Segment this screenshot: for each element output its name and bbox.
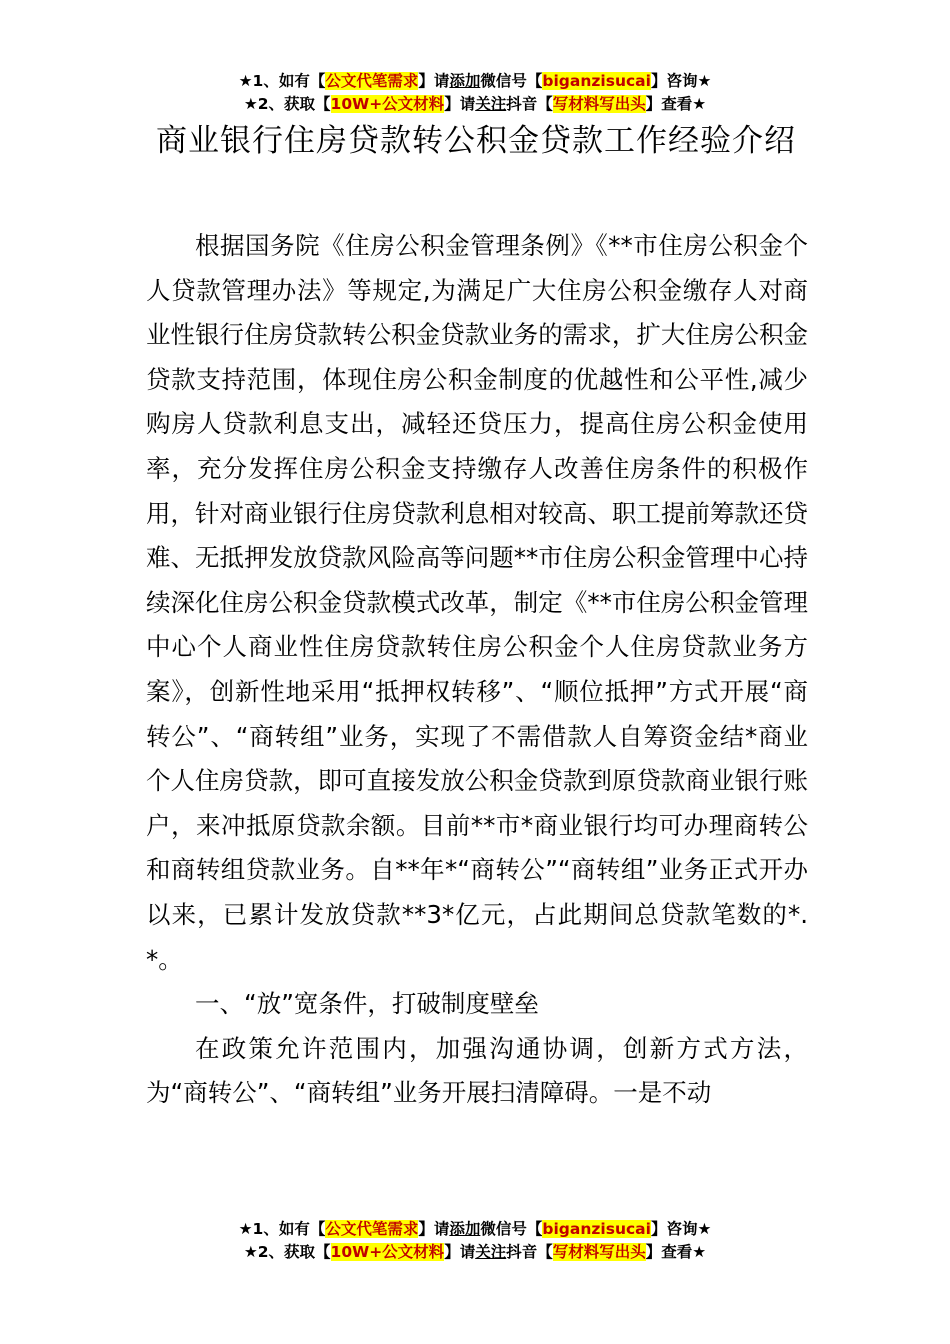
promo-footer bbox=[0, 1218, 950, 1264]
promo-line-2: ★2、获取【10W+公文材料】请关注抖音【写材料写出头】查看★ bbox=[243, 95, 707, 113]
promo-highlight: 写材料写出头 bbox=[552, 95, 646, 113]
star-icon: ★ bbox=[697, 72, 712, 90]
promo-line-1: ★1、如有【公文代笔需求】请添加微信号【biganzisucai】咨询★ bbox=[238, 1220, 712, 1238]
star-icon: ★ bbox=[692, 95, 707, 113]
promo-highlight: biganzisucai bbox=[542, 1220, 651, 1238]
promo-header bbox=[0, 70, 950, 116]
promo-highlight: 公文代笔需求 bbox=[325, 72, 419, 90]
promo-highlight: biganzisucai bbox=[542, 72, 651, 90]
promo-highlight: 公文代笔需求 bbox=[325, 1220, 419, 1238]
document-body bbox=[146, 224, 808, 1116]
star-icon: ★ bbox=[243, 95, 258, 113]
star-icon: ★ bbox=[692, 1243, 707, 1261]
paragraph: 根据国务院《住房公积金管理条例》《**市住房公积金个人贷款管理办法》等规定,为满足广大住房公积金缴存人对商业性银行住房贷款转公积金贷款业务的需求，扩大住房公积金贷款支持范围，体现住房公积金制度的优越性和公平性,减少购房人贷款利息支出，减轻还贷压力，提高住房公积金使用率，充分发挥住房公积金支持缴存人改善住房条件的积极作用，针对商业银行住房贷款利息相对较高、职工提前筹款还贷难、无抵押发放贷款风险高等问题**市住房公积金管理中心持续深化住房公积金贷款模式改革，制定《**市住房公积金管理中心个人商业性住房贷款转住房公积金个人住房贷款业务方案》，创新性地采用“抵押权转移”、“顺位抵押”方式开展“商转公”、“商转组”业务，实现了不需借款人自筹资金结*商业个人住房贷款，即可直接发放公积金贷款到原贷款商业银行账户，来冲抵原贷款余额。目前**市*商业银行均可办理商转公和商转组贷款业务。自**年*“商转公”“商转组”业务正式开办以来，已累计发放贷款**3*亿元，占此期间总贷款笔数的*.*。 bbox=[146, 231, 808, 974]
star-icon: ★ bbox=[697, 1220, 712, 1238]
star-icon: ★ bbox=[238, 1220, 253, 1238]
document-title: 商业银行住房贷款转公积金贷款工作经验介绍 bbox=[156, 123, 796, 159]
star-icon: ★ bbox=[238, 72, 253, 90]
promo-line-1: ★1、如有【公文代笔需求】请添加微信号【biganzisucai】咨询★ bbox=[238, 72, 712, 90]
promo-line-2: ★2、获取【10W+公文材料】请关注抖音【写材料写出头】查看★ bbox=[243, 1243, 707, 1261]
promo-highlight: 10W+公文材料 bbox=[330, 95, 445, 113]
promo-highlight: 写材料写出头 bbox=[552, 1243, 646, 1261]
paragraph: 在政策允许范围内，加强沟通协调，创新方式方法，为“商转公”、“商转组”业务开展扫清障碍。一是不动 bbox=[146, 1033, 808, 1108]
promo-highlight: 10W+公文材料 bbox=[330, 1243, 445, 1261]
section-heading: 一、“放”宽条件，打破制度壁垒 bbox=[195, 989, 539, 1019]
star-icon: ★ bbox=[243, 1243, 258, 1261]
